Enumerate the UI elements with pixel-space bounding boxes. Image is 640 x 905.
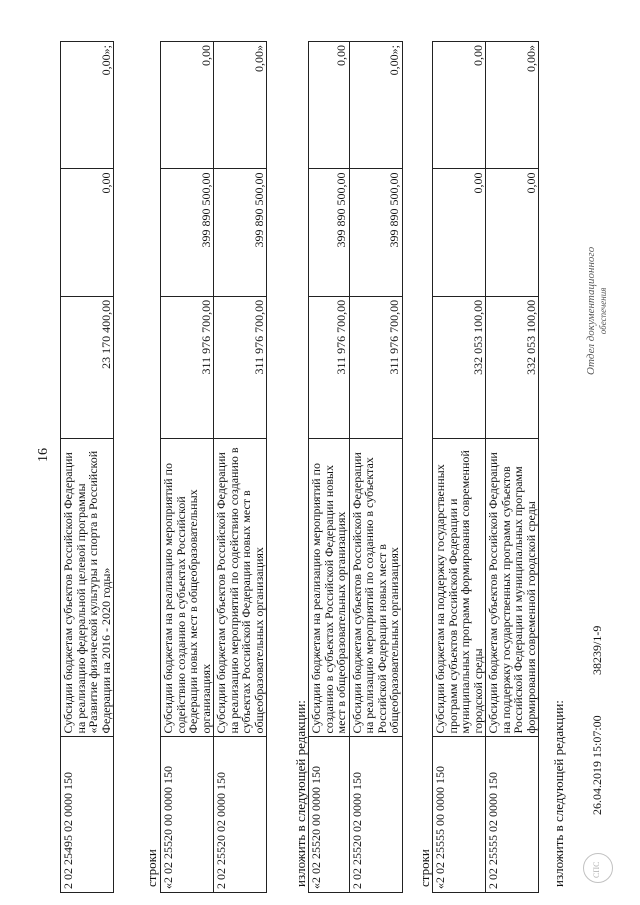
budget-name: Субсидии бюджетам субъектов Российской Федерации на реализацию федеральной целевой программы «Развитие физической культуры и спорта в Российской Федерации на 2016 - 2020 годы» bbox=[61, 439, 114, 737]
table-row bbox=[349, 42, 402, 893]
amount-2: 0,00 bbox=[61, 169, 114, 296]
amount-1: 311 976 700,00 bbox=[214, 296, 267, 439]
amount-3: 0,00» bbox=[214, 42, 267, 169]
budget-code: «2 02 25520 00 0000 150 bbox=[309, 737, 350, 893]
budget-code: «2 02 25520 00 0000 150 bbox=[161, 737, 214, 893]
page-number: 16 bbox=[36, 448, 51, 462]
table-row bbox=[61, 42, 114, 893]
table-section-4 bbox=[432, 41, 539, 893]
budget-code: «2 02 25555 00 0000 150 bbox=[433, 737, 486, 893]
budget-name: Субсидии бюджетам субъектов Российской Федерации на реализацию мероприятий по содействию созданию в субъектах Российской Федерации новых мест в общеобразовательных организациях bbox=[214, 439, 267, 737]
amount-2: 399 890 500,00 bbox=[161, 169, 214, 296]
footer-date: 26.04.2019 15:07:00 bbox=[590, 715, 604, 815]
amount-1: 332 053 100,00 bbox=[433, 296, 486, 439]
emblem-icon bbox=[583, 853, 613, 883]
table-section-1 bbox=[60, 41, 114, 893]
amount-1: 311 976 700,00 bbox=[309, 296, 350, 439]
amount-1: 311 976 700,00 bbox=[349, 296, 402, 439]
stamp-line-2: обеспечения bbox=[598, 287, 608, 335]
section-intro: строки bbox=[144, 849, 159, 887]
table-row bbox=[214, 42, 267, 893]
table-row bbox=[309, 42, 350, 893]
amount-2: 399 890 500,00 bbox=[309, 169, 350, 296]
amount-2: 399 890 500,00 bbox=[214, 169, 267, 296]
amount-2: 0,00 bbox=[486, 169, 539, 296]
amount-2: 0,00 bbox=[433, 169, 486, 296]
budget-code: 2 02 25495 02 0000 150 bbox=[61, 737, 114, 893]
department-stamp bbox=[585, 247, 609, 375]
table-row bbox=[161, 42, 214, 893]
budget-name: Субсидии бюджетам на поддержку государственных программ субъектов Российской Федерации и муниципальных программ формирования современной городской среды bbox=[433, 439, 486, 737]
amount-3: 0,00»; bbox=[349, 42, 402, 169]
budget-code: 2 02 25555 02 0000 150 bbox=[486, 737, 539, 893]
amount-1: 23 170 400,00 bbox=[61, 296, 114, 439]
amount-1: 311 976 700,00 bbox=[161, 296, 214, 439]
amount-3: 0,00»; bbox=[61, 42, 114, 169]
trailing-text: изложить в следующей редакции: bbox=[551, 700, 566, 887]
budget-name: Субсидии бюджетам на реализацию мероприятий по содействию созданию в субъектах Российской Федерации новых мест в общеобразовательных организациях bbox=[161, 439, 214, 737]
amount-2: 399 890 500,00 bbox=[349, 169, 402, 296]
table-section-2 bbox=[160, 41, 267, 893]
table-row bbox=[433, 42, 486, 893]
amount-3: 0,00 bbox=[433, 42, 486, 169]
section-intro: строки bbox=[417, 849, 432, 887]
amount-3: 0,00 bbox=[161, 42, 214, 169]
budget-name: Субсидии бюджетам субъектов Российской Федерации на поддержку государственных программ субъектов Российской Федерации и муниципальных программ формирования современной городской среды bbox=[486, 439, 539, 737]
budget-code: 2 02 25520 02 0000 150 bbox=[214, 737, 267, 893]
footer-doc-id: 38239/1-9 bbox=[590, 625, 604, 675]
table-section-3 bbox=[308, 41, 403, 893]
stamp-line-1: Отдел документационного bbox=[585, 246, 597, 375]
budget-name: Субсидии бюджетам субъектов Российской Федерации на реализацию мероприятий по созданию в субъектах Российской Федерации новых мест в общеобразовательных организациях bbox=[349, 439, 402, 737]
section-intro: изложить в следующей редакции: bbox=[293, 700, 308, 887]
budget-code: 2 02 25520 02 0000 150 bbox=[349, 737, 402, 893]
amount-3: 0,00» bbox=[486, 42, 539, 169]
table-row bbox=[486, 42, 539, 893]
amount-1: 332 053 100,00 bbox=[486, 296, 539, 439]
amount-3: 0,00 bbox=[309, 42, 350, 169]
budget-name: Субсидии бюджетам на реализацию мероприятий по созданию в субъектах Российской Федерации новых мест в общеобразовательных организациях bbox=[309, 439, 350, 737]
